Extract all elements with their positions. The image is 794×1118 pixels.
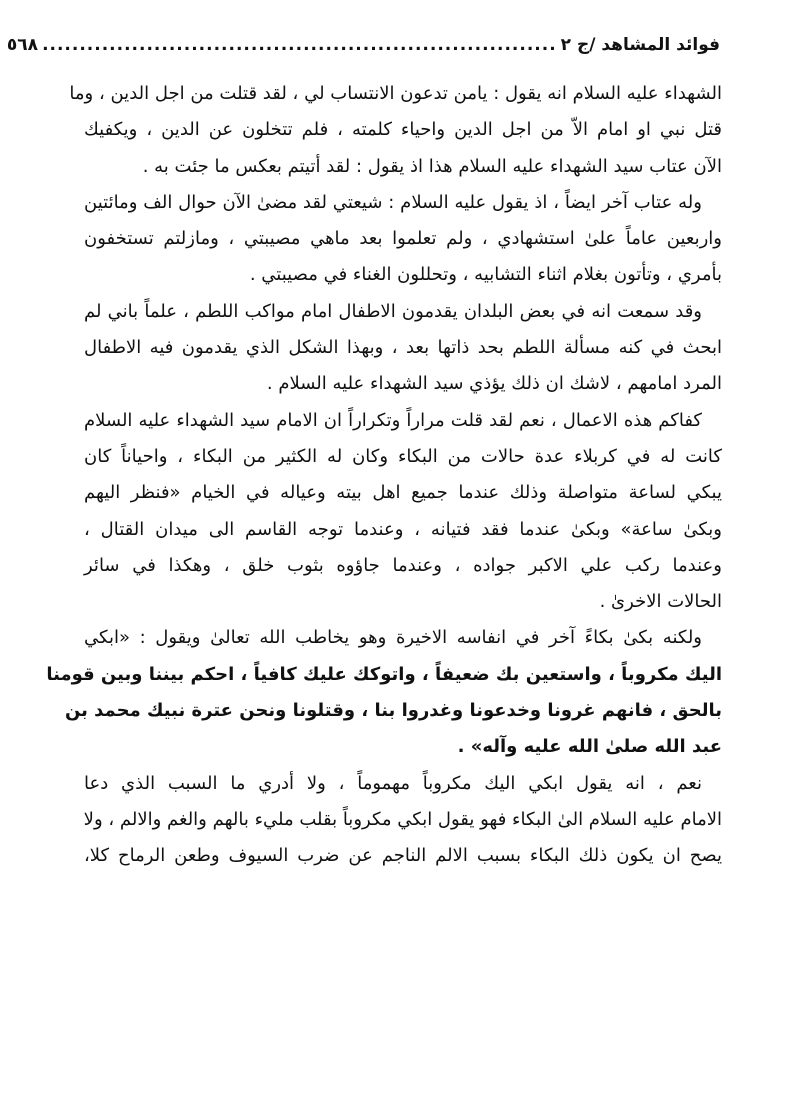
body-text [46, 76, 722, 875]
text-line: قتل نبي او امام الاّ من اجل الدين واحياء كلمته ، فلم تتخلون عن الدين ، ويكفيك [84, 119, 722, 141]
text-line: بأمري ، وتأتون بغلام اثناء التشابيه ، وتحللون الغناء في مصيبتي . [249, 264, 722, 286]
book-title: فوائد المشاهد /ج ٢ [560, 35, 720, 55]
text-line: المرد امامهم ، لاشك ان ذلك يؤذي سيد الشهداء عليه السلام . [266, 373, 722, 395]
text-line: وقد سمعت انه في بعض البلدان يقدمون الاطفال امام مواكب اللطم ، علماً باني لم [84, 300, 702, 322]
text-line: الحالات الاخرىٰ . [599, 591, 722, 613]
text-line: كفاكم هذه الاعمال ، نعم لقد قلت مراراً وتكراراً ان الامام سيد الشهداء عليه السلام [84, 409, 702, 431]
text-line: واربعين عاماً علىٰ استشهادي ، ولم تعلموا بعد ماهي مصيبتي ، ومازلتم تستخفون [84, 228, 722, 250]
running-header [6, 30, 720, 60]
text-line: الآن عتاب سيد الشهداء عليه السلام هذا اذ يقول : لقد أتيتم بعكس ما جئت به . [142, 155, 722, 177]
text-line: الشهداء عليه السلام انه يقول : يامن تدعون الانتساب لي ، لقد قتلت من اجل الدين ، وما [69, 83, 722, 104]
text-line: بالحق ، فانهم غرونا وخدعونا وغدروا بنا ، وقتلونا ونحن عترة نبيك محمد بن [64, 700, 722, 722]
text-line: وبكىٰ ساعة» وبكىٰ عندما فقد فتيانه ، وعندما توجه القاسم الى ميدان القتال ، [84, 518, 722, 540]
text-line: عبد الله صلىٰ الله عليه وآله» . [457, 736, 722, 758]
text-line: ابحث في كنه مسألة اللطم بحد ذاتها بعد ، وبهذا الشكل الذي يقدمون فيه الاطفال [84, 337, 722, 359]
header-leader-dots: ..................................................................... [42, 35, 557, 55]
text-line: يبكي لساعة متواصلة وذلك عندما جميع اهل بيته وعياله في الخيام «فنظر اليهم [84, 482, 722, 504]
text-line: كانت له في كربلاء عدة حالات من البكاء وكان له الكثير من البكاء ، واحياناً كان [84, 445, 722, 467]
text-line: وعندما ركب علي الاكبر جواده ، وعندما جاؤوه بثوب خلق ، وهكذا في سائر [84, 554, 722, 576]
text-line: نعم ، انه يقول ابكي اليك مكروباً مهموماً ، ولا أدري ما السبب الذي دعا [84, 772, 702, 794]
text-line: الامام عليه السلام الىٰ البكاء فهو يقول ابكي مكروباً بقلب مليء بالهم والغم والالم ، ولا [83, 808, 722, 830]
text-line: اليك مكروباً ، واستعين بك ضعيفاً ، واتوكك عليك كافياً ، احكم بيننا وبين قومنا [46, 663, 722, 685]
page-number: ٥٦٨ [6, 35, 39, 55]
text-line: يصح ان يكون ذلك البكاء بسبب الالم الناجم عن ضرب السيوف وطعن الرماح كلا، [84, 845, 722, 867]
text-line: وله عتاب آخر ايضاً ، اذ يقول عليه السلام : شيعتي لقد مضىٰ الآن حوال الف ومائتين [84, 191, 702, 213]
text-line: ولكنه بكىٰ بكاءً آخر في انفاسه الاخيرة وهو يخاطب الله تعالىٰ ويقول : «ابكي [84, 627, 702, 649]
